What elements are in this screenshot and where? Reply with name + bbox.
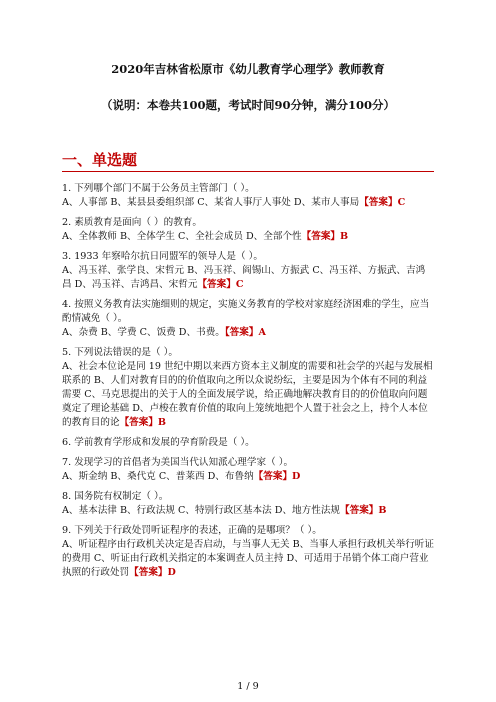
question-stem: 7. 发现学习的首倡者为美国当代认知派心理学家（ ）。 xyxy=(62,457,294,468)
question-stem: 8. 国务院有权制定（ ）。 xyxy=(62,491,169,502)
question-item xyxy=(62,182,434,210)
question-stem: 5. 下列说法错误的是（ ）。 xyxy=(62,347,178,358)
answer-label: 【答案】C xyxy=(197,279,244,290)
question-stem: 2. 素质教育是面向（ ）的教育。 xyxy=(62,217,202,228)
answer-label: 【答案】C xyxy=(359,197,406,208)
question-stem: 4. 按照义务教育法实施细则的规定，实施义务教育的学校对家庭经济困难的学生，应当酌情减免（ ）。 xyxy=(62,299,430,324)
question-options: A、冯玉祥、张学良、宋哲元 B、冯玉祥、阎锡山、方振武 C、冯玉祥、方振武、吉鸿昌 D、冯玉祥、吉鸿昌、宋哲元【答案】C xyxy=(62,265,426,290)
question-list xyxy=(62,182,434,586)
question-options: A、斯金纳 B、桑代克 C、普莱西 D、布鲁纳【答案】D xyxy=(62,471,301,482)
question-options: A、社会本位论是同 19 世纪中期以来西方资本主义制度的需要和社会学的兴起与发展相联系的 B、人们对教育目的的价值取向之所以众说纷纭，主要是因为个体有不同的利益需要 C、马克思提出的关于人的全面发展学说，给正确地解决教育目的的价值取向问题奠定了理论基础 D、卢梭在教育价值的取向上笼统地把个人置于社会之上，持个人本位的教育目的论【答案】B xyxy=(62,361,433,428)
answer-label: 【答案】D xyxy=(253,471,301,482)
answer-label: 【答案】D xyxy=(129,567,176,578)
question-item xyxy=(62,456,434,484)
question-options: A、人事部 B、某县县委组织部 C、某省人事厅人事处 D、某市人事局【答案】C xyxy=(62,197,406,208)
question-options: A、基本法律 B、行政法规 C、特别行政区基本法 D、地方性法规【答案】B xyxy=(62,505,387,516)
question-item xyxy=(62,490,434,518)
answer-label: 【答案】B xyxy=(340,505,387,516)
question-stem: 1. 下列哪个部门不属于公务员主管部门（ ）。 xyxy=(62,183,255,194)
question-item xyxy=(62,250,434,292)
question-options: A、全体教师 B、全体学生 C、全社会成员 D、全部个性【答案】B xyxy=(62,231,349,242)
document-title: 2020年吉林省松原市《幼儿教育学心理学》教师教育 xyxy=(111,62,385,76)
question-options: A、听证程序由行政机关决定是否启动，与当事人无关 B、当事人承担行政机关举行听证的费用 C、听证由行政机关指定的本案调查人员主持 D、可适用于吊销个体工商户营业执照的行政处罚【答案】D xyxy=(62,539,434,578)
section-divider xyxy=(62,171,434,172)
question-stem: 9. 下列关于行政处罚听证程序的表述，正确的是哪项？（ ）。 xyxy=(62,525,322,536)
question-item xyxy=(62,524,434,580)
question-item xyxy=(62,298,434,340)
question-stem: 6. 学前教育学形成和发展的孕育阶段是（ ）。 xyxy=(62,437,255,448)
answer-label: 【答案】B xyxy=(301,231,349,242)
question-item xyxy=(62,216,434,244)
answer-label: 【答案】B xyxy=(119,417,167,428)
question-item xyxy=(62,346,434,430)
question-stem: 3. 1933 年察哈尔抗日同盟军的领导人是（ ）。 xyxy=(62,251,264,262)
question-options: A、杂费 B、学费 C、饭费 D、书费。【答案】A xyxy=(62,327,266,338)
section-heading: 一、单选题 xyxy=(62,151,138,169)
answer-label: 【答案】A xyxy=(224,327,266,338)
document-subtitle: （说明：本卷共100题，考试时间90分钟，满分100分） xyxy=(100,98,395,112)
question-item xyxy=(62,436,434,450)
page-number: 1 / 9 xyxy=(237,681,259,692)
